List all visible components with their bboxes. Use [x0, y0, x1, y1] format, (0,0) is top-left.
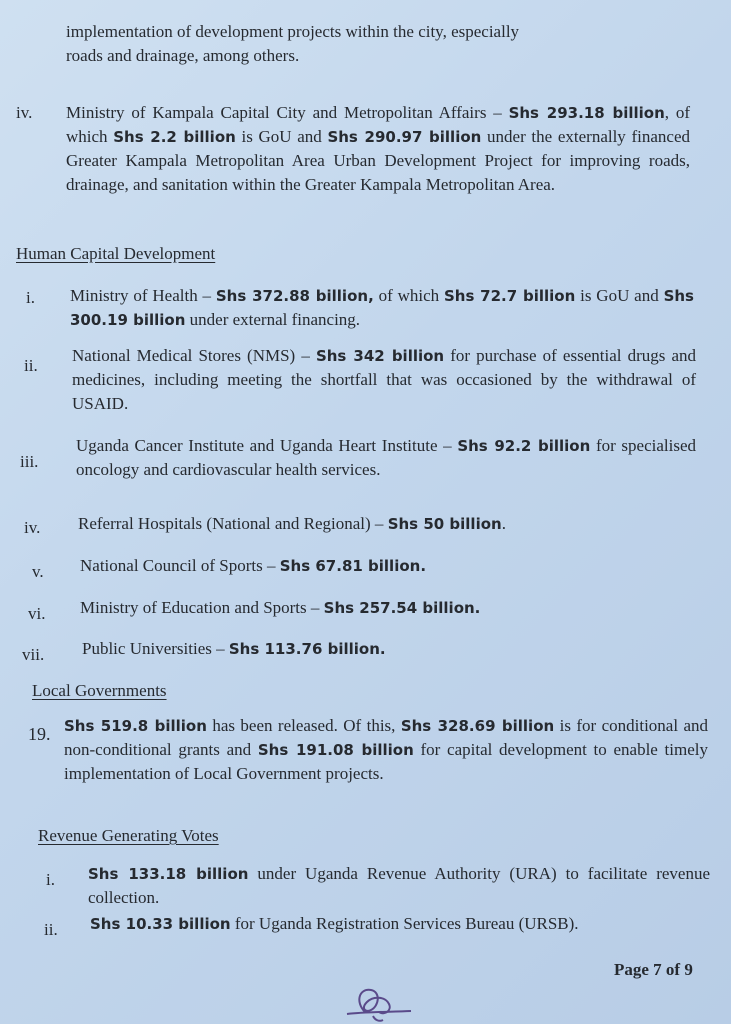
hc-item-2-number: ii.	[24, 356, 38, 375]
hc-item-5-text	[80, 554, 700, 578]
signature-mark	[345, 982, 415, 1024]
hc-item-1-amount-total: Shs 372.88 billion,	[215, 287, 374, 305]
rev-item-1-part-1: under Uganda Revenue Authority (URA) to facilitate revenue collection.	[88, 864, 710, 907]
rev-item-2-text	[90, 912, 712, 936]
hc-item-4-amount: Shs 50 billion	[387, 515, 502, 533]
hc-item-6-part-1: Ministry of Education and Sports –	[80, 598, 324, 617]
hc-item-1-amount-external: Shs 300.19 billion	[70, 287, 694, 329]
kcca-part-3: is GoU and	[235, 127, 328, 146]
hc-item-1-number: i.	[26, 288, 35, 307]
hc-item-4-part-2: .	[501, 514, 506, 533]
kcca-part-2: , of which	[66, 103, 690, 146]
item-iv-kcca-number: iv.	[16, 103, 33, 122]
hc-item-6-amount: Shs 257.54 billion.	[323, 599, 481, 617]
hc-item-2-amount: Shs 342 billion	[315, 347, 445, 365]
hc-item-6-text	[80, 596, 700, 620]
hc-item-3-number: iii.	[20, 452, 39, 471]
hc-item-7-amount: Shs 113.76 billion.	[228, 640, 386, 658]
para-19-number: 19.	[28, 724, 51, 744]
hc-item-1-part-1: Ministry of Health –	[70, 286, 216, 305]
item-iv-kcca-text	[66, 101, 690, 197]
hc-item-3-part-2: for specialised oncology and cardiovascular health services.	[76, 436, 697, 479]
para-19-text	[64, 714, 708, 786]
hc-item-7-text	[82, 637, 702, 661]
rev-item-2-number: ii.	[44, 920, 58, 939]
hc-item-4-text	[78, 512, 698, 536]
hc-item-1-part-3: is GoU and	[575, 286, 664, 305]
hc-item-1-part-2: of which	[373, 286, 444, 305]
kcca-amount-gou: Shs 2.2 billion	[113, 128, 236, 146]
hc-item-7-number: vii.	[22, 645, 45, 664]
kcca-amount-external: Shs 290.97 billion	[327, 128, 482, 146]
hc-item-4-number: iv.	[24, 518, 41, 537]
lg-amount-released: Shs 519.8 billion	[64, 717, 207, 735]
hc-item-5-number: v.	[32, 562, 44, 581]
rev-item-1-text	[88, 862, 710, 910]
hc-item-5-part-1: National Council of Sports –	[80, 556, 280, 575]
continuation-text	[66, 20, 686, 68]
hc-item-6-number: vi.	[28, 604, 46, 623]
hc-item-1-amount-gou: Shs 72.7 billion	[443, 287, 576, 305]
rev-item-1-amount: Shs 133.18 billion	[88, 865, 249, 883]
lg-amount-grants: Shs 328.69 billion	[400, 717, 555, 735]
hc-item-7-part-1: Public Universities –	[82, 639, 229, 658]
hc-item-2-part-2: for purchase of essential drugs and medicines, including meeting the shortfall that was occasioned by the withdrawal of USAID.	[72, 346, 696, 413]
continuation-line-2: roads and drainage, among others.	[66, 46, 300, 65]
kcca-part-4: under the externally financed Greater Kampala Metropolitan Area Urban Development Project for improving roads, drainage, and sanitation within the Greater Kampala Metropolitan Area.	[66, 127, 691, 194]
hc-item-3-part-1: Uganda Cancer Institute and Uganda Heart Institute –	[76, 436, 458, 455]
lg-part-1: has been released. Of this,	[206, 716, 401, 735]
rev-item-2-part-1: for Uganda Registration Services Bureau (URSB).	[230, 914, 579, 933]
rev-item-2-amount: Shs 10.33 billion	[90, 915, 231, 933]
hc-item-4-part-1: Referral Hospitals (National and Regional) –	[78, 514, 388, 533]
hc-item-1-part-4: under external financing.	[185, 310, 361, 329]
lg-amount-capital: Shs 191.08 billion	[257, 741, 414, 759]
lg-part-3: for capital development to enable timely implementation of Local Government projects.	[64, 740, 708, 783]
rev-item-1-number: i.	[46, 870, 55, 889]
hc-item-1-text	[70, 284, 694, 332]
continuation-line-1: implementation of development projects within the city, especially	[66, 22, 520, 41]
kcca-part-1: Ministry of Kampala Capital City and Metropolitan Affairs –	[66, 103, 509, 122]
heading-revenue-votes: Revenue Generating Votes	[38, 826, 219, 845]
hc-item-3-amount: Shs 92.2 billion	[457, 437, 591, 455]
heading-local-governments: Local Governments	[32, 681, 167, 700]
hc-item-2-part-1: National Medical Stores (NMS) –	[72, 346, 316, 365]
page-number: Page 7 of 9	[614, 960, 693, 979]
hc-item-2-text	[72, 344, 696, 416]
hc-item-5-amount: Shs 67.81 billion.	[279, 557, 427, 575]
heading-human-capital: Human Capital Development	[16, 244, 216, 263]
kcca-amount-total: Shs 293.18 billion	[508, 104, 665, 122]
hc-item-3-text	[76, 434, 696, 482]
lg-part-2: is for conditional and non-conditional grants and	[64, 716, 709, 759]
